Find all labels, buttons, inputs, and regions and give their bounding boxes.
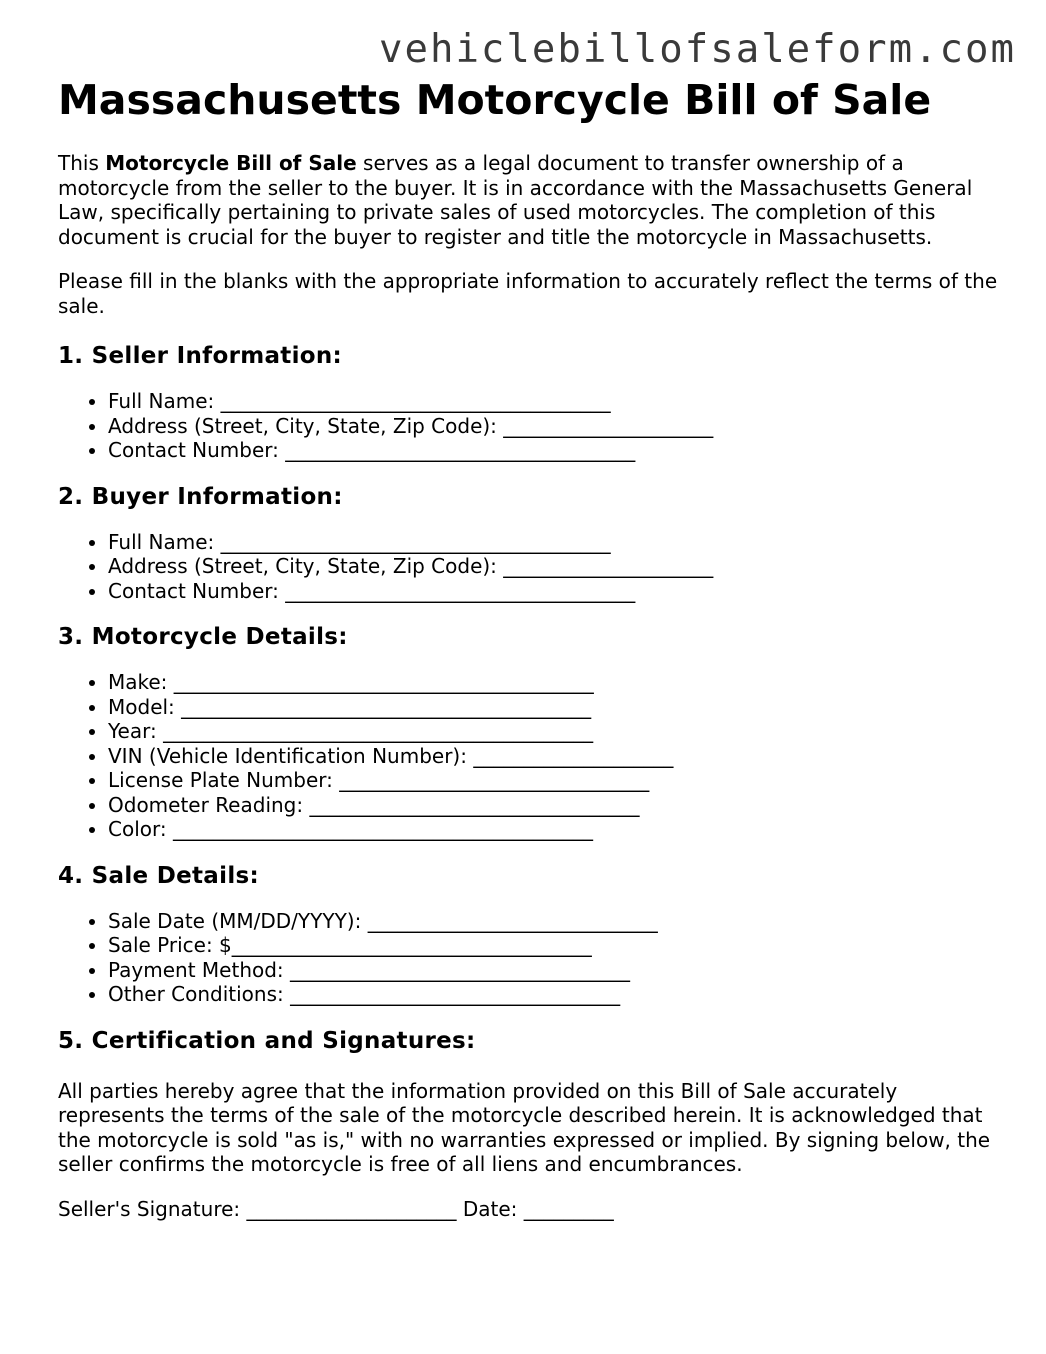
motorcycle-section-heading: 3. Motorcycle Details: <box>58 624 348 651</box>
sale-section-heading: 4. Sale Details: <box>58 862 259 889</box>
other-conditions-field: • Other Conditions: _________________________________ <box>108 982 998 1007</box>
seller-address-field: • Address (Street, City, State, Zip Code): _____________________ <box>108 414 998 439</box>
seller-full-name-field: • Full Name: _______________________________________ <box>108 389 998 414</box>
sale-price-field: • Sale Price: $____________________________________ <box>108 933 998 958</box>
seller-signature-line: Seller's Signature: _____________________ Date: _________ <box>58 1196 614 1221</box>
document-body <box>58 76 998 1221</box>
intro-paragraph <box>58 151 998 249</box>
seller-contact-field: • Contact Number: ___________________________________ <box>108 438 998 463</box>
motorcycle-field-list <box>58 670 998 842</box>
vin-field: • VIN (Vehicle Identification Number): ____________________ <box>108 744 998 769</box>
seller-field-list <box>58 389 998 463</box>
odometer-field: • Odometer Reading: _________________________________ <box>108 793 998 818</box>
model-field: • Model: _________________________________________ <box>108 695 998 720</box>
buyer-field-list <box>58 530 998 604</box>
certification-paragraph: All parties hereby agree that the information provided on this Bill of Sale accurately represents the terms of the sale of the motorcycle described herein. It is acknowledged that the motorcycle is sold "as is," with no warranties expressed or implied. By signing below, the seller confirms the motorcycle is free of all liens and encumbrances. <box>58 1078 991 1177</box>
buyer-contact-field: • Contact Number: ___________________________________ <box>108 579 998 604</box>
buyer-full-name-field: • Full Name: _______________________________________ <box>108 530 998 555</box>
buyer-section-heading: 2. Buyer Information: <box>58 483 343 510</box>
license-plate-field: • License Plate Number: _______________________________ <box>108 768 998 793</box>
intro-rest: serves as a legal document to transfer ownership of a motorcycle from the seller to the buyer. It is in accordance with the Massachusetts General Law, specifically pertaining to private sales of used motorcycles. The completion of this document is crucial for the buyer to register and title the motorcycle in Massachusetts. <box>58 151 973 249</box>
color-field: • Color: __________________________________________ <box>108 817 998 842</box>
intro-bold-term: Motorcycle Bill of Sale <box>105 151 357 176</box>
site-watermark: vehiclebillofsaleform.com <box>379 27 1016 72</box>
make-field: • Make: __________________________________________ <box>108 670 998 695</box>
intro-prefix: This <box>58 151 106 176</box>
sale-field-list <box>58 909 998 1007</box>
buyer-address-field: • Address (Street, City, State, Zip Code): _____________________ <box>108 554 998 579</box>
certification-section-heading: 5. Certification and Signatures: <box>58 1027 476 1054</box>
year-field: • Year: ___________________________________________ <box>108 719 998 744</box>
seller-section-heading: 1. Seller Information: <box>58 343 343 370</box>
sale-date-field: • Sale Date (MM/DD/YYYY): _____________________________ <box>108 909 998 934</box>
payment-method-field: • Payment Method: __________________________________ <box>108 958 998 983</box>
page-title: Massachusetts Motorcycle Bill of Sale <box>58 76 932 124</box>
instructions-paragraph: Please fill in the blanks with the appropriate information to accurately reflect the terms of the sale. <box>58 269 998 318</box>
